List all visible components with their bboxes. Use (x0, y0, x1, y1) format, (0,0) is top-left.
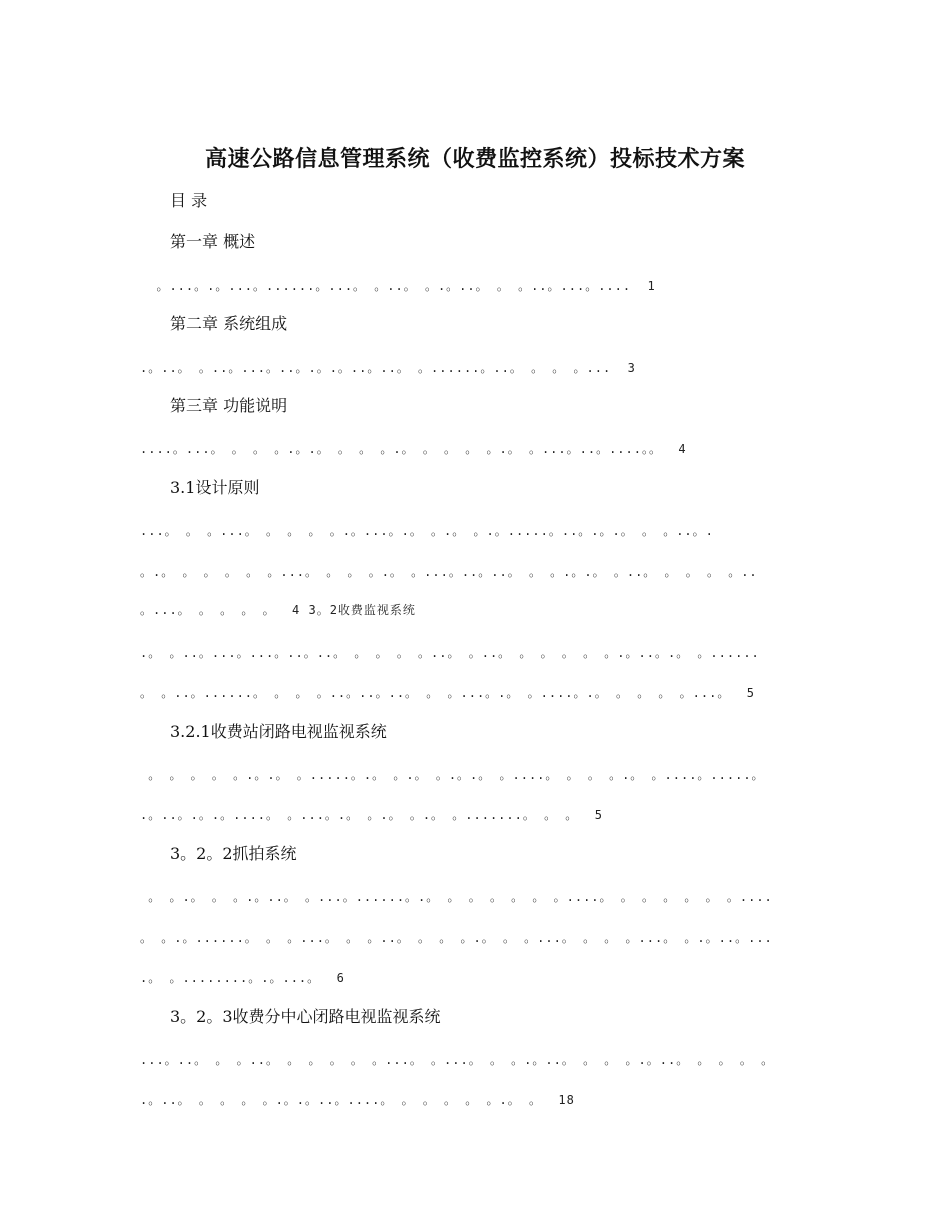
toc-leader-line: ...。..。 。 。..。 。 。 。 。 。...。 。...。 。 。.。..。 。 。 。.。..。 。 。 。 。 (140, 1053, 775, 1067)
toc-leader-line: .。..。 。..。...。..。.。.。..。..。 。......。..。 。 。 。... 3 (140, 361, 636, 375)
toc-entry-chapter-3: 第三章 功能说明 (170, 396, 288, 415)
toc-leader-line: .。..。 。 。 。 。.。.。..。....。 。 。 。 。 。.。 。 18 (140, 1093, 575, 1107)
document-title: 高速公路信息管理系统（收费监控系统）投标技术方案 (204, 146, 745, 172)
toc-leader-line: 。...。 。 。 。 。 4 3。2收费监视系统 (140, 603, 416, 617)
toc-leader-line: ....。...。 。 。 。.。.。 。 。 。.。 。 。 。 。.。 。...。..。....。。 4 (140, 442, 687, 456)
toc-entry-3-1: 3.1设计原则 (170, 478, 260, 497)
toc-leader-line: .。..。.。.。....。 。...。.。 。.。 。.。 。.......。 。 。 5 (140, 808, 603, 822)
toc-leader-line: .。 。..。...。...。..。..。 。 。 。 。..。 。..。 。 。 。 。 。.。..。.。 。...... (140, 646, 760, 660)
toc-entry-chapter-1: 第一章 概述 (170, 232, 256, 251)
toc-entry-3-2-3: 3。2。3收费分中心闭路电视监视系统 (170, 1007, 441, 1026)
toc-entry-3-2-1: 3.2.1收费站闭路电视监视系统 (170, 722, 387, 741)
toc-leader-line: 。 。.。......。 。 。...。 。 。..。 。 。 。.。 。 。...。 。 。 。...。 。.。..。... (140, 931, 773, 945)
toc-entry-3-2-2: 3。2。2抓拍系统 (170, 844, 297, 863)
toc-leader-line: .。 。........。.。...。 6 (140, 971, 345, 985)
toc-leader-line: 。.。 。 。 。 。 。...。 。 。 。.。 。...。..。..。 。 。.。.。 。..。 。 。 。 。.. (140, 565, 758, 579)
toc-leader-line: 。 。.。 。 。.。..。 。...。......。.。 。 。 。 。 。 。....。 。 。 。 。 。 。.... (140, 890, 773, 904)
toc-leader-line: ...。 。 。...。 。 。 。 。.。...。.。 。.。 。.。.....。..。.。.。 。 。..。. (140, 524, 714, 538)
toc-leader-line: 。 。 。 。 。.。.。 。.....。.。 。.。 。.。.。 。....。 。 。 。.。 。....。.....。 (140, 768, 765, 782)
toc-heading: 目 录 (170, 191, 208, 210)
toc-entry-chapter-2: 第二章 系统组成 (170, 314, 288, 333)
toc-leader-line: 。...。.。...。......。...。 。..。 。.。..。 。 。..。...。.... 1 (140, 279, 656, 293)
toc-leader-line: 。 。..。......。 。 。 。..。..。..。 。 。...。.。 。....。.。 。 。 。 。...。 5 (140, 686, 755, 700)
